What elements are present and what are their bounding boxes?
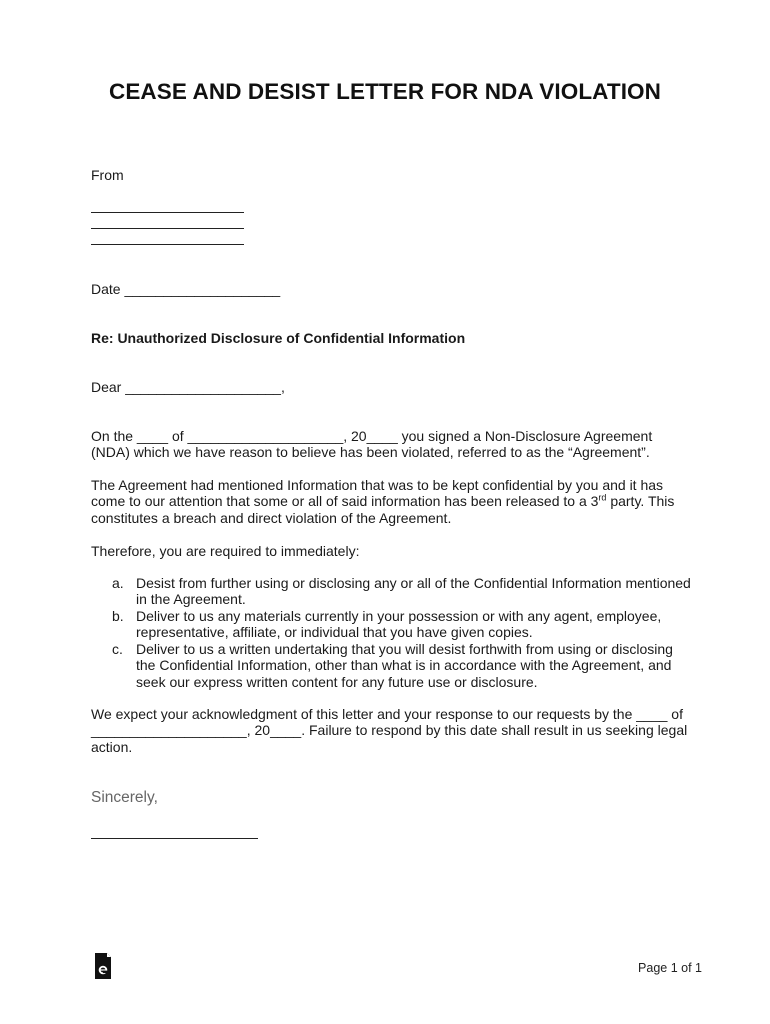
paragraph-breach [91,477,691,526]
document-title: CEASE AND DESIST LETTER FOR NDA VIOLATION [108,79,662,104]
paragraph-requirements: Therefore, you are required to immediately: [91,543,360,559]
page-number: Page 1 of 1 [638,961,702,975]
signature-line[interactable] [91,838,258,839]
from-label: From [91,167,124,183]
list-item-c: Deliver to us a written undertaking that you will desist forthwith from using or disclosing the Confidential Information, other than what is in accordance with the Agreement, and seek our express written content for any future use or disclosure. [136,641,673,690]
paragraph-breach-text-a: The Agreement had mentioned Information that was to be kept confidential by you and it has come to our attention that some or all of said information has been released to a 3 [91,477,664,510]
list-marker-b: b. [112,608,124,624]
list-item-b: Deliver to us any materials currently in your possession or with any agent, employee, representative, affiliate, or individual that you have given copies. [136,608,662,641]
eforms-logo-icon [94,953,112,979]
closing: Sincerely, [91,789,158,806]
paragraph-acknowledgment: We expect your acknowledgment of this letter and your response to our requests by the ____ of ____________________, 20____. Failure to respond by this date shall result in us seeking legal action. [91,706,688,755]
date-line: Date ____________________ [91,281,281,297]
list-marker-a: a. [112,575,124,591]
list-item-a: Desist from further using or disclosing any or all of the Confidential Information mentioned in the Agreement. [136,575,691,608]
list-marker-c: c. [112,641,123,657]
paragraph-signing: On the ____ of ____________________, 20____ you signed a Non-Disclosure Agreement (NDA) which we have reason to believe has been violated, referred to as the “Agreement”. [91,428,653,461]
from-line-1[interactable] [91,212,244,213]
from-line-3[interactable] [91,244,244,245]
paragraph-breach-text-b: party. This constitutes a breach and direct violation of the Agreement. [91,493,675,526]
re-line: Re: Unauthorized Disclosure of Confidential Information [91,330,466,346]
ordinal-suffix: rd [598,492,607,503]
from-line-2[interactable] [91,228,244,229]
salutation: Dear ____________________, [91,379,285,395]
